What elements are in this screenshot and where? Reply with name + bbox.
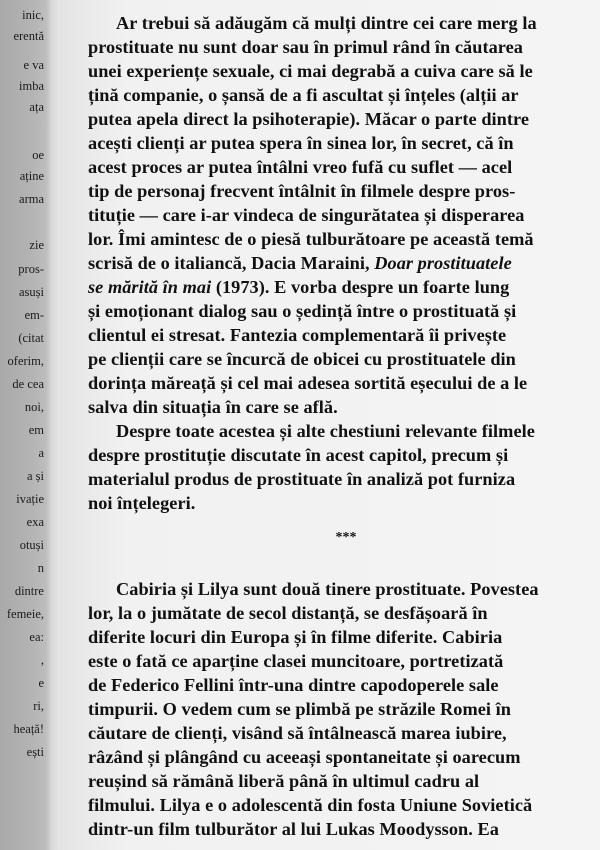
facing-page-fragment: n bbox=[37, 561, 44, 575]
facing-page-fragment: imba bbox=[19, 79, 44, 93]
facing-page-fragment: oe bbox=[32, 148, 44, 162]
text-line: salva din situația în care se află. bbox=[88, 397, 338, 417]
section-separator: *** bbox=[335, 530, 357, 545]
text-line: lor, la o jumătate de secol distanță, se desfășoară în bbox=[88, 603, 488, 623]
facing-page-fragment: em- bbox=[24, 308, 44, 322]
text-line bbox=[88, 252, 512, 274]
facing-page bbox=[0, 0, 46, 850]
text-line: putea apela direct la psihoterapie). Măcar o parte dintre bbox=[88, 109, 530, 129]
text-line: este o fată ce aparține clasei muncitoare, portretizată bbox=[88, 651, 504, 671]
text-line: Despre toate acestea și alte chestiuni relevante filmele bbox=[116, 421, 535, 441]
facing-page-fragment: e va bbox=[23, 58, 44, 72]
facing-page-fragment: de cea bbox=[12, 377, 44, 391]
facing-page-fragment: ri, bbox=[33, 699, 44, 713]
facing-page-fragment: arma bbox=[19, 192, 44, 206]
text-line: dorința măreață și cel mai adesea sortită eșecului de a le bbox=[88, 373, 528, 393]
text-line bbox=[88, 276, 509, 298]
text-line: râzând și plângând cu aceeași spontaneitate și oarecum bbox=[88, 747, 521, 767]
text-line: căutare de clienți, visând să întâlnească marea iubire, bbox=[88, 723, 507, 743]
text-line: acest proces ar putea întâlni vreo fufă cu suflet — acel bbox=[88, 157, 513, 177]
facing-page-fragment: pros- bbox=[18, 262, 44, 276]
text-line: Ar trebui să adăugăm că mulți dintre cei care merg la bbox=[116, 13, 537, 33]
text-line: unei experiențe sexuale, ci mai degrabă a cuiva care să le bbox=[88, 61, 533, 81]
facing-page-fragment: e bbox=[38, 676, 44, 690]
text-line: reușind să rămână liberă până în ultimul cadru al bbox=[88, 771, 480, 791]
facing-page-fragment: ața bbox=[29, 100, 44, 114]
facing-page-fragment: femeie, bbox=[6, 607, 44, 621]
facing-page-fragment: a și bbox=[26, 469, 44, 483]
facing-page-fragment: heață! bbox=[13, 722, 44, 736]
facing-page-fragment: inic, bbox=[22, 8, 44, 22]
text-line: tip de personaj frecvent întâlnit în filmele despre pros- bbox=[88, 181, 516, 201]
text-line: pe clienții care se încurcă de obicei cu prostituatele din bbox=[88, 349, 516, 369]
text-line: clientul ei stresat. Fantezia complementară îi privește bbox=[88, 325, 507, 345]
text-line: Cabiria și Lilya sunt două tinere prostituate. Povestea bbox=[116, 579, 539, 599]
facing-page-fragment: exa bbox=[26, 515, 44, 529]
facing-page-fragment: ivație bbox=[16, 492, 44, 506]
text-line: acești clienți ar putea spera în sinea lor, în secret, că în bbox=[88, 133, 514, 153]
facing-page-fragment: otuși bbox=[19, 538, 44, 552]
text-span: (1973). E vorba despre un foarte lung bbox=[211, 277, 510, 297]
text-line: despre prostituție discutate în acest capitol, precum și bbox=[88, 445, 509, 465]
text-line: diferite locuri din Europa și în filme diferite. Cabiria bbox=[88, 627, 503, 647]
text-line: dintr-un film tulburător al lui Lukas Moodysson. Ea bbox=[88, 819, 499, 839]
facing-page-fragment: em bbox=[28, 423, 44, 437]
facing-page-fragment: noi, bbox=[24, 400, 44, 414]
text-line: prostituate nu sunt doar sau în primul rând în căutarea bbox=[88, 37, 523, 57]
text-span: scrisă de o italiancă, Dacia Maraini, bbox=[88, 253, 375, 273]
book-title-italic: Doar prostituatele bbox=[374, 253, 512, 273]
text-line: de Federico Fellini într-una dintre capodoperele sale bbox=[88, 675, 499, 695]
text-line: filmului. Lilya e o adolescentă din fosta Uniune Sovietică bbox=[88, 795, 533, 815]
text-line: timpurii. O vedem cum se plimbă pe străzile Romei în bbox=[88, 699, 512, 719]
facing-page-fragment: ea: bbox=[29, 630, 44, 644]
facing-page-fragment: zie bbox=[29, 238, 44, 252]
text-line: țină companie, o șansă de a fi ascultat și înțeles (alții ar bbox=[88, 85, 519, 105]
facing-page-fragment: , bbox=[40, 653, 44, 667]
facing-page-fragment: a bbox=[38, 446, 44, 460]
book-gutter bbox=[46, 0, 60, 850]
facing-page-fragment: oferim, bbox=[7, 354, 44, 368]
facing-page-fragment: dintre bbox=[14, 584, 44, 598]
text-line: și emoționant dialog sau o ședință între o prostituată și bbox=[88, 301, 517, 321]
text-line: noi înțelegeri. bbox=[88, 493, 196, 513]
facing-page-fragment: (citat bbox=[18, 331, 44, 345]
text-line: lor. Îmi amintesc de o piesă tulburătoare pe această temă bbox=[88, 229, 534, 249]
facing-page-fragment: erentă bbox=[13, 29, 44, 43]
book-title-italic: se mărită în mai bbox=[88, 277, 212, 297]
text-line: tituție — care i-ar vindeca de singurătatea și disperarea bbox=[88, 205, 525, 225]
facing-page-fragment: ești bbox=[26, 745, 44, 759]
facing-page-fragment: aține bbox=[19, 169, 44, 183]
facing-page-fragment: asuși bbox=[19, 285, 44, 299]
text-line: materialul produs de prostituate în analiză pot furniza bbox=[88, 469, 516, 489]
